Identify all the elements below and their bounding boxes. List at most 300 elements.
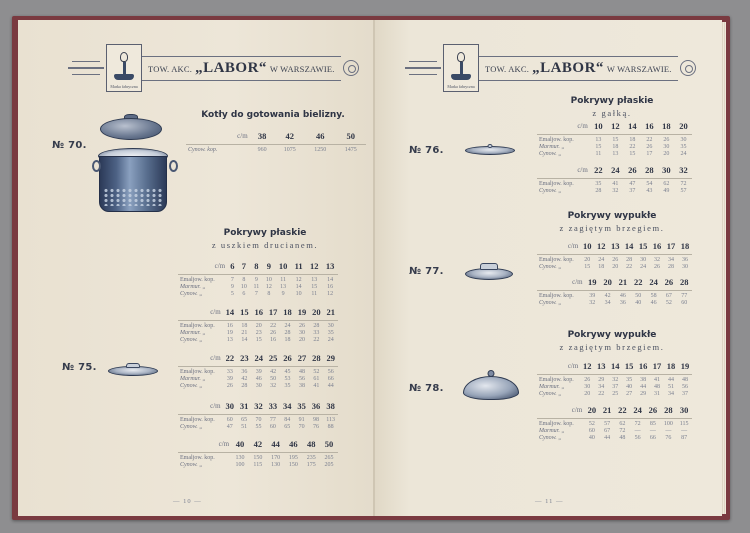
size-cell: 24 [607, 164, 624, 179]
price-table-76-b [537, 164, 692, 195]
size-cell: 12 [607, 120, 624, 135]
size-cell: 6 [227, 260, 237, 275]
size-unit-label: c/m [178, 260, 227, 275]
price-cell: 15 [584, 264, 591, 270]
price-cell: 18 [241, 323, 248, 329]
price-cell: 32 [270, 383, 277, 389]
domed-lid-ball-knob-illustration [463, 370, 519, 400]
price-cell: 47 [629, 181, 636, 187]
price-cell: 28 [313, 323, 320, 329]
ornament-curl-icon [343, 60, 359, 76]
row-label: Cynow. „ [180, 337, 203, 343]
size-cell: 30 [223, 400, 237, 415]
price-cell: 150 [288, 462, 298, 468]
price-cell: 35 [284, 383, 291, 389]
price-cell: 30 [663, 144, 670, 150]
price-table-75-c [178, 352, 338, 390]
price-cell: — [681, 428, 688, 434]
price-cell: 98 [313, 417, 320, 423]
size-header-row [537, 120, 692, 135]
price-cell: 30 [640, 257, 647, 263]
price-cell: 85 [649, 421, 656, 427]
size-cell: 20 [675, 120, 692, 135]
price-cell: 84 [284, 417, 291, 423]
size-cell: 26 [661, 276, 676, 291]
price-cell: 13 [280, 284, 287, 290]
price-cell: 175 [306, 462, 316, 468]
price-cell: 33 [313, 330, 320, 336]
row-label: Emaljow. kop. [180, 455, 215, 461]
price-cell: 22 [646, 137, 653, 143]
size-unit-label: c/m [178, 400, 223, 415]
price-cell: 62 [663, 181, 670, 187]
table-row [178, 321, 338, 331]
price-cell: 14 [295, 284, 302, 290]
size-cell: 16 [252, 306, 266, 321]
size-unit-label: c/m [178, 438, 231, 453]
size-cell: 20 [309, 306, 323, 321]
price-cell: 56 [634, 435, 641, 441]
price-cell: 11 [253, 284, 260, 290]
row-label: Marmur. „ [180, 330, 206, 336]
price-cell: 35 [327, 330, 334, 336]
row-label: Emaljow. kop. [180, 369, 215, 375]
company-suffix: W WARSZAWIE. [269, 63, 335, 74]
price-cell: 10 [240, 284, 247, 290]
price-cell: 26 [646, 144, 653, 150]
size-unit-label: c/m [537, 360, 580, 375]
price-table-78-a [537, 360, 692, 398]
price-cell: 65 [284, 424, 291, 430]
price-cell: 26 [612, 257, 619, 263]
size-cell: 15 [237, 306, 251, 321]
size-cell: 50 [335, 130, 366, 145]
table-row [186, 145, 366, 155]
price-cell: 11 [280, 277, 287, 283]
price-cell: 7 [254, 291, 258, 297]
price-cell: 34 [598, 384, 605, 390]
price-cell: 37 [681, 391, 688, 397]
price-cell: 32 [589, 300, 596, 306]
price-cell: 44 [327, 383, 334, 389]
section-title-77: Pokrywy wypukłe [567, 211, 657, 221]
price-table-75-b [178, 306, 338, 344]
price-cell: 77 [269, 417, 276, 423]
size-unit-label: c/m [537, 404, 584, 419]
price-table-75-e [178, 438, 338, 469]
size-cell: 22 [615, 404, 630, 419]
price-table-77-b [537, 276, 692, 307]
price-table-78-b [537, 404, 692, 442]
page-number-right: — 11 — [535, 498, 564, 505]
price-cell: 56 [298, 376, 305, 382]
row-label: Marmur. „ [539, 384, 565, 390]
price-cell: 1250 [314, 147, 327, 153]
size-cell: 40 [231, 438, 249, 453]
section-subtitle-78: z zagiętym brzegiem. [559, 342, 665, 352]
table-row [537, 135, 692, 145]
price-cell: 34 [668, 257, 674, 263]
section-title-76: Pokrywy płaskie [570, 96, 654, 106]
table-row [537, 255, 692, 265]
price-cell: 72 [680, 181, 687, 187]
price-cell: 60 [681, 300, 688, 306]
left-page [18, 20, 374, 516]
price-cell: 55 [255, 424, 262, 430]
price-cell: 26 [270, 330, 277, 336]
price-cell: 65 [241, 417, 248, 423]
size-header-row [178, 438, 338, 453]
size-cell: 10 [275, 260, 291, 275]
size-cell: 26 [624, 164, 641, 179]
table-row [178, 330, 338, 337]
price-cell: 38 [298, 383, 305, 389]
price-cell: 26 [654, 264, 661, 270]
item-number-78: № 78. [409, 383, 444, 394]
price-cell: 12 [327, 291, 334, 297]
trademark-label: Marka fabryczna [110, 84, 138, 89]
price-cell: 38 [640, 377, 647, 383]
row-label: Emaljow. kop. [180, 277, 215, 283]
price-cell: 24 [640, 264, 647, 270]
flat-lid-knob-illustration [465, 146, 515, 155]
price-cell: 28 [595, 188, 602, 194]
trademark-label: Marka fabryczna [447, 84, 475, 89]
price-cell: 26 [663, 137, 670, 143]
price-cell: 31 [654, 391, 661, 397]
size-unit-label: c/m [537, 120, 590, 135]
price-cell: 44 [668, 377, 674, 383]
header-banner [68, 42, 359, 94]
price-cell: 77 [681, 293, 688, 299]
row-label: Emaljow. kop. [539, 293, 574, 299]
size-cell: 22 [631, 276, 646, 291]
size-unit-label: c/m [178, 352, 223, 367]
price-cell: 46 [619, 293, 626, 299]
price-cell: 76 [313, 424, 320, 430]
price-cell: 13 [226, 337, 233, 343]
price-cell: 205 [324, 462, 334, 468]
item-number-75: № 75. [62, 362, 97, 373]
size-header-row [178, 260, 338, 275]
table-row [537, 291, 692, 301]
size-cell: 46 [285, 438, 303, 453]
price-cell: 50 [635, 293, 642, 299]
price-cell: 58 [650, 293, 657, 299]
price-cell: 48 [681, 377, 688, 383]
price-cell: 56 [327, 369, 334, 375]
price-cell: 22 [629, 144, 636, 150]
price-cell: 24 [284, 323, 291, 329]
price-cell: 30 [327, 323, 334, 329]
price-cell: 5 [230, 291, 234, 297]
price-cell: 12 [295, 277, 302, 283]
row-label: Cynow. „ [539, 300, 562, 306]
price-cell: 16 [327, 284, 334, 290]
price-table-70 [186, 130, 366, 154]
price-cell: 57 [680, 188, 687, 194]
row-label: Emaljow. kop. [539, 137, 574, 143]
price-cell: 40 [635, 300, 642, 306]
size-cell: 46 [305, 130, 336, 145]
price-cell: 76 [665, 435, 672, 441]
size-unit-label: c/m [186, 130, 250, 145]
table-row [537, 264, 692, 271]
price-cell: — [665, 428, 672, 434]
price-cell: 9 [230, 284, 234, 290]
section-title-75: Pokrywy płaskie [223, 228, 307, 238]
price-cell: 19 [226, 330, 233, 336]
row-label: Marmur. „ [180, 284, 206, 290]
size-cell: 38 [323, 400, 338, 415]
price-cell: 45 [284, 369, 291, 375]
size-cell: 9 [263, 260, 276, 275]
price-cell: 15 [629, 151, 636, 157]
price-cell: 9 [281, 291, 285, 297]
price-cell: 39 [255, 369, 262, 375]
price-cell: 29 [598, 377, 605, 383]
table-row [178, 453, 338, 463]
page-number-left: — 10 — [173, 498, 202, 505]
price-cell: 8 [242, 277, 246, 283]
price-cell: 24 [680, 151, 687, 157]
price-cell: 22 [313, 337, 320, 343]
size-cell: 17 [266, 306, 280, 321]
price-cell: 26 [226, 383, 233, 389]
size-cell: 15 [622, 360, 636, 375]
size-header-row [178, 352, 338, 367]
company-prefix: TOW. AKC. [485, 63, 530, 74]
ornament-scroll-icon [68, 67, 104, 69]
size-cell: 16 [650, 240, 664, 255]
price-cell: 56 [681, 384, 688, 390]
price-cell: 26 [584, 377, 591, 383]
size-header-row [537, 404, 692, 419]
size-cell: 24 [646, 276, 661, 291]
table-row [537, 419, 692, 429]
size-cell: 10 [580, 240, 594, 255]
row-label: Marmur. „ [180, 376, 206, 382]
table-row [537, 428, 692, 435]
price-cell: — [634, 428, 641, 434]
price-cell: 6 [242, 291, 246, 297]
size-cell: 36 [309, 400, 323, 415]
table-row [537, 188, 692, 195]
price-cell: 16 [270, 337, 277, 343]
row-label: Cynow. kop. [188, 147, 218, 153]
laundry-boiler-illustration [98, 118, 170, 216]
size-cell: 27 [295, 352, 309, 367]
table-row [178, 275, 338, 285]
table-row [178, 383, 338, 390]
row-label: Emaljow. kop. [539, 257, 574, 263]
table-row [537, 144, 692, 151]
size-cell: 24 [252, 352, 266, 367]
size-cell: 14 [608, 360, 622, 375]
size-header-row [537, 164, 692, 179]
size-cell: 28 [677, 276, 692, 291]
section-title-70: Kotły do gotowania bielizny. [201, 110, 345, 120]
size-cell: 28 [309, 352, 323, 367]
size-cell: 30 [658, 164, 675, 179]
price-cell: 35 [626, 377, 633, 383]
row-label: Emaljow. kop. [180, 323, 215, 329]
lamp-trademark-icon [113, 52, 135, 82]
price-cell: 70 [298, 424, 305, 430]
price-cell: 50 [270, 376, 277, 382]
row-label: Emaljow. kop. [539, 181, 574, 187]
size-cell: 7 [238, 260, 251, 275]
company-name [142, 56, 341, 81]
size-cell: 19 [585, 276, 600, 291]
price-cell: 41 [612, 181, 619, 187]
lamp-trademark-icon [450, 52, 472, 82]
price-cell: 46 [650, 300, 657, 306]
price-cell: 62 [619, 421, 626, 427]
price-cell: 18 [598, 264, 605, 270]
price-cell: 14 [327, 277, 334, 283]
price-cell: 20 [663, 151, 670, 157]
table-row [178, 376, 338, 383]
size-cell: 22 [590, 164, 607, 179]
price-cell: 12 [265, 284, 272, 290]
price-cell: 18 [612, 144, 619, 150]
size-cell: 32 [251, 400, 265, 415]
price-cell: 28 [626, 257, 633, 263]
row-label: Cynow. „ [539, 435, 562, 441]
size-cell: 14 [223, 306, 237, 321]
size-cell: 19 [295, 306, 309, 321]
brand-name: „LABOR“ [195, 59, 267, 76]
price-cell: 13 [612, 151, 619, 157]
price-cell: 46 [255, 376, 262, 382]
price-cell: 10 [265, 277, 272, 283]
price-cell: 48 [619, 435, 626, 441]
price-cell: 8 [267, 291, 271, 297]
price-cell: 16 [226, 323, 233, 329]
size-unit-label: c/m [537, 240, 580, 255]
price-cell: 21 [241, 330, 248, 336]
price-cell: 42 [604, 293, 611, 299]
price-cell: 235 [306, 455, 316, 461]
price-cell: 88 [327, 424, 334, 430]
table-row [537, 391, 692, 398]
item-number-76: № 76. [409, 145, 444, 156]
size-cell: 29 [324, 352, 338, 367]
price-cell: 27 [626, 391, 633, 397]
price-cell: 67 [665, 293, 672, 299]
price-cell: 36 [681, 257, 688, 263]
size-unit-label: c/m [537, 276, 585, 291]
row-label: Cynow. „ [539, 151, 562, 157]
trademark-box [443, 44, 479, 92]
price-cell: 37 [612, 384, 619, 390]
price-cell: 52 [665, 300, 672, 306]
price-cell: 43 [646, 188, 653, 194]
price-cell: 22 [598, 391, 605, 397]
row-label: Cynow. „ [180, 383, 203, 389]
price-table-76-a [537, 120, 692, 158]
price-cell: 28 [668, 264, 674, 270]
size-cell: 33 [266, 400, 280, 415]
size-cell: 8 [250, 260, 262, 275]
size-cell: 19 [678, 360, 692, 375]
price-cell: 72 [619, 428, 626, 434]
price-cell: 9 [254, 277, 258, 283]
price-cell: 7 [230, 277, 234, 283]
size-cell: 12 [594, 240, 608, 255]
company-name [479, 56, 678, 81]
table-row [178, 462, 338, 469]
price-cell: 87 [681, 435, 688, 441]
table-row [178, 284, 338, 291]
size-cell: 11 [291, 260, 306, 275]
table-row [537, 375, 692, 385]
price-cell: 49 [663, 188, 670, 194]
section-subtitle-75: z uszkiem drucianem. [211, 240, 319, 250]
price-table-77-a [537, 240, 692, 271]
size-cell: 44 [267, 438, 285, 453]
price-cell: 60 [269, 424, 276, 430]
price-cell: 66 [327, 376, 334, 382]
price-cell: 47 [226, 424, 233, 430]
price-cell: 44 [604, 435, 611, 441]
section-subtitle-76: z gałką. [592, 108, 632, 118]
price-cell: 53 [284, 376, 291, 382]
price-cell: 170 [271, 455, 281, 461]
price-cell: 1075 [283, 147, 296, 153]
price-cell: 20 [255, 323, 262, 329]
size-header-row [537, 360, 692, 375]
size-cell: 20 [584, 404, 599, 419]
price-cell: 10 [295, 291, 302, 297]
table-row [537, 179, 692, 189]
price-cell: 26 [298, 323, 305, 329]
right-page [375, 20, 722, 516]
price-cell: 30 [255, 383, 262, 389]
section-subtitle-77: z zagiętym brzegiem. [559, 223, 665, 233]
row-label: Cynow. „ [180, 291, 203, 297]
row-label: Cynow. „ [539, 391, 562, 397]
ornament-scroll-icon [405, 67, 441, 69]
row-label: Emaljow. kop. [539, 377, 574, 383]
price-cell: 52 [313, 369, 320, 375]
price-cell: 60 [226, 417, 233, 423]
size-cell: 13 [594, 360, 608, 375]
price-cell: 91 [298, 417, 305, 423]
price-cell: 20 [584, 391, 591, 397]
price-cell: 57 [604, 421, 611, 427]
price-cell: 20 [612, 264, 619, 270]
price-cell: 20 [298, 337, 305, 343]
price-cell: 30 [584, 384, 591, 390]
table-row [537, 435, 692, 442]
size-cell: 13 [322, 260, 338, 275]
size-cell: 16 [641, 120, 658, 135]
company-prefix: TOW. AKC. [148, 63, 193, 74]
price-cell: 15 [595, 144, 602, 150]
size-cell: 18 [678, 240, 692, 255]
price-cell: 72 [634, 421, 641, 427]
table-row [178, 415, 338, 425]
price-cell: 24 [598, 257, 605, 263]
size-cell: 31 [237, 400, 251, 415]
price-cell: 36 [619, 300, 626, 306]
price-cell: 13 [595, 137, 602, 143]
size-cell: 18 [664, 360, 678, 375]
row-label: Cynow. „ [539, 188, 562, 194]
price-cell: 15 [311, 284, 318, 290]
